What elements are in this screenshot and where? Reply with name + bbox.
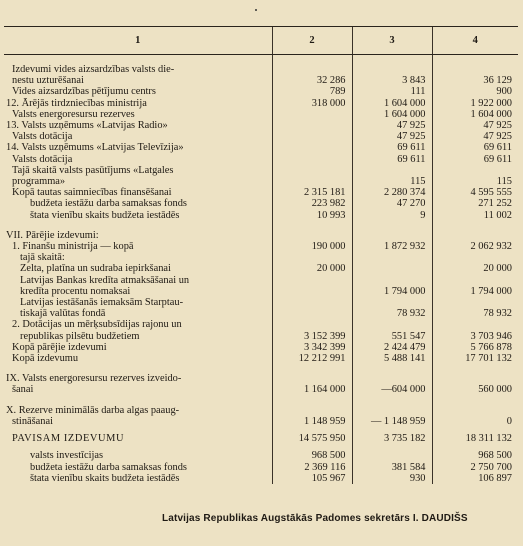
table-row: budžeta iestāžu darba samaksas fonds 223 982 47 270 271 252 [4, 198, 518, 209]
table-row: valsts investīcijas 968 500 968 500 [4, 450, 518, 461]
table-row: štata vienību skaits budžeta iestādēs 10 993 9 11 002 [4, 210, 518, 221]
header-col-4: 4 [432, 27, 518, 55]
table-row: Zelta, platīna un sudraba iepirkšanai 20 000 20 000 [4, 263, 518, 274]
table-row: budžeta iestāžu darba samaksas fonds 2 369 116 381 584 2 750 700 [4, 462, 518, 473]
table-row: Valsts dotācija 69 611 69 611 [4, 154, 518, 165]
table-row: IX. Valsts energoresursu rezerves izveido- [4, 373, 518, 384]
header-col-1: 1 [4, 27, 272, 55]
table-row: 1. Finanšu ministrija — kopā 190 000 1 872 932 2 062 932 [4, 241, 518, 252]
table-row: tiskajā valūtas fondā 78 932 78 932 [4, 308, 518, 319]
table-row: Kopā pārējie izdevumi 3 342 399 2 424 479 5 766 878 [4, 342, 518, 353]
table-row: štata vienību skaits budžeta iestādēs 105 967 930 106 897 [4, 473, 518, 484]
table-row: 14. Valsts uzņēmums «Latvijas Televīzija» 69 611 69 611 [4, 142, 518, 153]
print-speck [255, 9, 257, 11]
table-row: Kopā izdevumu 12 212 991 5 488 141 17 701 132 [4, 353, 518, 364]
table-row: Latvijas Bankas kredīta atmaksāšanai un [4, 275, 518, 286]
table-row: nestu uzturēšanai 32 286 3 843 36 129 [4, 75, 518, 86]
signature-line: Latvijas Republikas Augstākās Padomes sekretārs I. DAUDIŠS [162, 513, 468, 524]
table-row: VII. Pārējie izdevumi: [4, 230, 518, 241]
table-row: Valsts energoresursu rezerves 1 604 000 1 604 000 [4, 109, 518, 120]
table-row: 13. Valsts uzņēmums «Latvijas Radio» 47 925 47 925 [4, 120, 518, 131]
table-row: stināšanai 1 148 959 — 1 148 959 0 [4, 416, 518, 427]
table-row: Latvijas iestāšanās iemaksām Starptau- [4, 297, 518, 308]
table-row: republikas pilsētu budžetiem 3 152 399 551 547 3 703 946 [4, 331, 518, 342]
table-row: programma» 115 115 [4, 176, 518, 187]
table-row: Kopā tautas saimniecības finansēšanai 2 315 181 2 280 374 4 595 555 [4, 187, 518, 198]
budget-table [4, 26, 518, 484]
table-row: X. Rezerve minimālās darba algas paaug- [4, 405, 518, 416]
table-row: šanai 1 164 000 —604 000 560 000 [4, 384, 518, 395]
header-col-2: 2 [272, 27, 352, 55]
header-col-3: 3 [352, 27, 432, 55]
table-row: tajā skaitā: [4, 252, 518, 263]
table-row: Izdevumi vides aizsardzības valsts die- [4, 64, 518, 75]
table-row: kredīta procentu nomaksai 1 794 000 1 794 000 [4, 286, 518, 297]
table-row: Tajā skaitā valsts pasūtījums «Latgales [4, 165, 518, 176]
grand-total-row: PAVISAM IZDEVUMU 14 575 950 3 735 182 18 311 132 [4, 433, 518, 444]
table-row: 2. Dotācijas un mērķsubsīdijas rajonu un [4, 319, 518, 330]
table-row: Valsts dotācija 47 925 47 925 [4, 131, 518, 142]
table-header [4, 27, 518, 55]
table-row: 12. Ārējās tirdzniecības ministrija 318 000 1 604 000 1 922 000 [4, 98, 518, 109]
table-row: Vides aizsardzības pētījumu centrs 789 111 900 [4, 86, 518, 97]
